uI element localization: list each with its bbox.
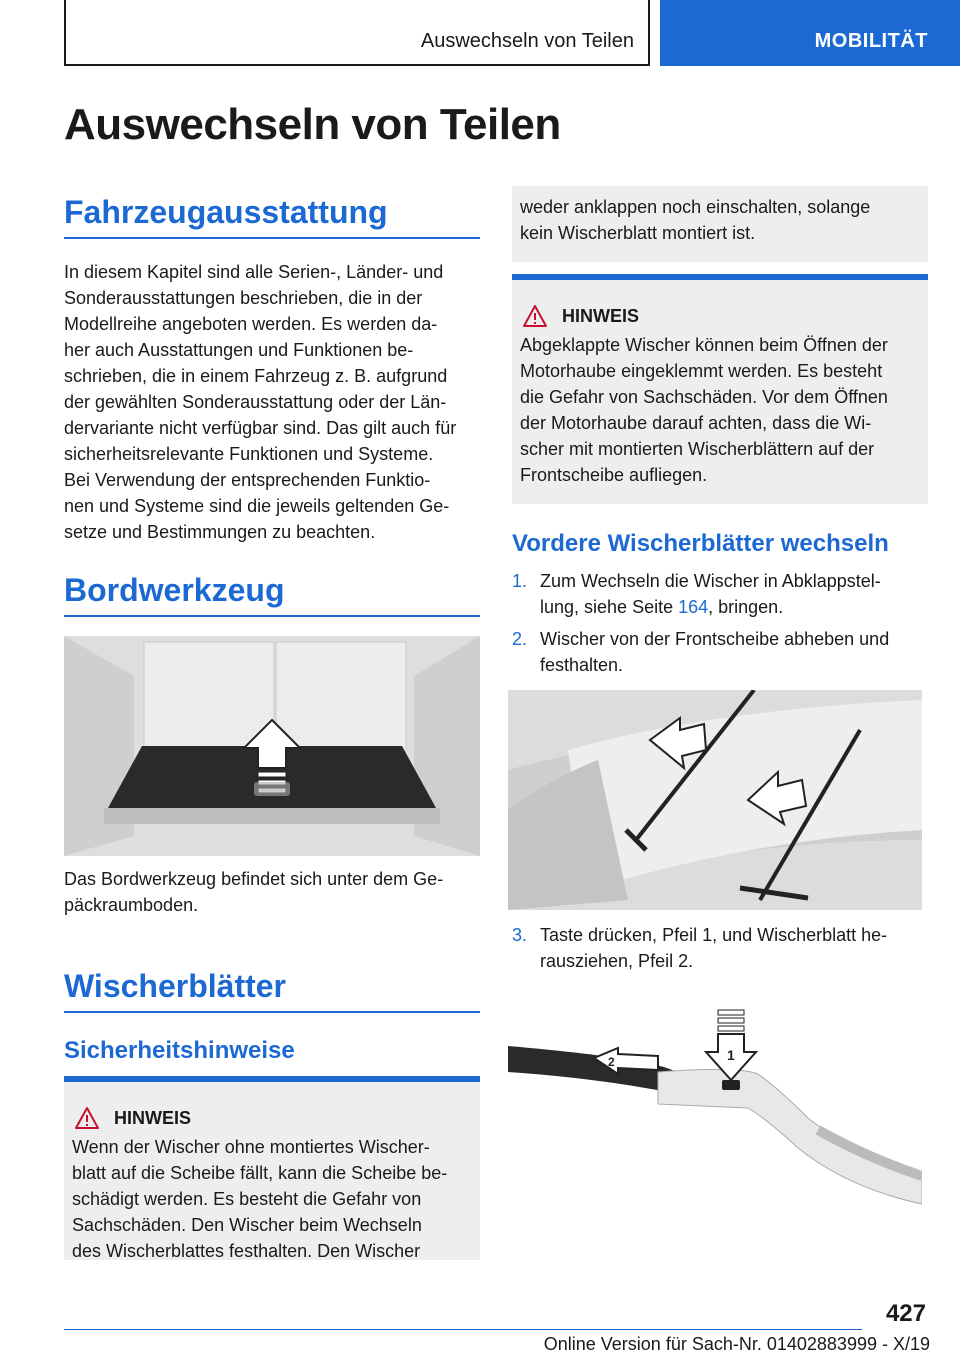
text-line: rausziehen, Pfeil 2. <box>540 951 694 971</box>
warning-icon <box>522 304 548 328</box>
heading-rule <box>64 615 480 617</box>
notice-box-1-continued <box>512 186 928 262</box>
text-line: sicherheitsrelevante Funktionen und Systeme. <box>64 444 434 464</box>
step-item <box>512 626 932 678</box>
text-line: der Motorhaube darauf achten, dass die Wi- <box>520 413 872 433</box>
wiper-blade-illustration <box>508 1008 922 1208</box>
text-line: der gewählten Sonderausstattung oder der Län- <box>64 392 447 412</box>
steps-list-a <box>512 568 932 678</box>
trunk-illustration <box>64 636 480 856</box>
text-line: Das Bordwerkzeug befindet sich unter dem Ge- <box>64 869 444 889</box>
text-line: schrieben, die in einem Fahrzeug z. B. aufgrund <box>64 366 448 386</box>
text-fragment: lung, siehe Seite <box>540 597 679 617</box>
heading-sicherheitshinweise: Sicherheitshinweise <box>64 1037 295 1064</box>
text-line: Sachschäden. Den Wischer beim Wechseln <box>72 1215 422 1235</box>
step-item <box>512 922 932 974</box>
text-line: schädigt werden. Es besteht die Gefahr von <box>72 1189 422 1209</box>
text-line: päckraumboden. <box>64 895 199 915</box>
text-line: festhalten. <box>540 655 624 675</box>
text-line: Taste drücken, Pfeil 1, und Wischerblatt he- <box>540 925 888 945</box>
page-link[interactable]: 164 <box>678 597 709 617</box>
windshield-illustration <box>508 690 922 910</box>
step-number: 3. <box>512 925 528 945</box>
left-column <box>64 194 480 545</box>
text-line: dervariante nicht verfügbar sind. Das gilt auch für <box>64 418 457 438</box>
text-line: Wischer von der Frontscheibe abheben und <box>540 629 890 649</box>
warning-icon <box>74 1106 100 1130</box>
text-line: nen und Systeme sind die jeweils geltenden Ge- <box>64 496 450 516</box>
text-line: Wenn der Wischer ohne montiertes Wischer- <box>72 1137 430 1157</box>
step-number: 1. <box>512 571 528 591</box>
notice-box-2 <box>512 274 928 504</box>
header-chapter-box <box>64 0 650 66</box>
text-line: Frontscheibe aufliegen. <box>520 465 708 485</box>
step-number: 2. <box>512 629 528 649</box>
trunk-image <box>64 636 480 856</box>
step-item <box>512 568 932 620</box>
bordwerkzeug-caption <box>64 866 480 918</box>
notice-header <box>512 280 928 328</box>
text-line: Abgeklappte Wischer können beim Öffnen der <box>520 335 888 355</box>
text-line: kein Wischerblatt montiert ist. <box>520 223 756 243</box>
text-line: Zum Wechseln die Wischer in Abklappstel- <box>540 571 881 591</box>
text-line: die Gefahr von Sachschäden. Vor dem Öffnen <box>520 387 888 407</box>
footer-rule <box>64 1329 862 1330</box>
text-line: weder anklappen noch einschalten, solange <box>520 197 871 217</box>
heading-rule <box>64 237 480 239</box>
header-chapter-title: Auswechseln von Teilen <box>420 30 634 52</box>
notice-label: HINWEIS <box>114 1107 192 1128</box>
heading-vordere-wischerblaetter: Vordere Wischerblätter wechseln <box>512 530 889 557</box>
wiper-blade-image <box>508 1008 922 1208</box>
fahrzeug-paragraph <box>64 259 480 545</box>
header-section-box <box>660 0 960 66</box>
text-line: scher mit montierten Wischerblättern auf der <box>520 439 875 459</box>
notice-header <box>64 1082 480 1130</box>
notice-text <box>64 1130 480 1264</box>
text-line <box>540 594 932 620</box>
text-line: des Wischerblattes festhalten. Den Wischer <box>72 1241 421 1261</box>
text-line: Modellreihe angeboten werden. Es werden da- <box>64 314 438 334</box>
heading-wischerblaetter: Wischerblätter <box>64 968 286 1004</box>
steps-list-b <box>512 922 932 974</box>
notice-text <box>512 328 928 488</box>
notice-box-1 <box>64 1076 480 1260</box>
vordere-steps-cont <box>512 922 932 974</box>
page-title: Auswechseln von Teilen <box>64 100 561 149</box>
vordere-section <box>512 530 932 678</box>
heading-bordwerkzeug: Bordwerkzeug <box>64 572 285 608</box>
footer-text: Online Version für Sach-Nr. 01402883999 - X/19 <box>543 1334 930 1354</box>
arrow-label-2: 2 <box>608 1055 615 1069</box>
text-line: Motorhaube eingeklemmt werden. Es besteht <box>520 361 883 381</box>
page-number: 427 <box>885 1300 926 1327</box>
windshield-image <box>508 690 922 910</box>
notice-label: HINWEIS <box>562 305 640 326</box>
header-section-label: MOBILITÄT <box>814 30 928 52</box>
text-line: her auch Ausstattungen und Funktionen be- <box>64 340 414 360</box>
bordwerkzeug-section <box>64 572 480 617</box>
text-line: Bei Verwendung der entsprechenden Funktio- <box>64 470 431 490</box>
text-line: In diesem Kapitel sind alle Serien-, Länder- und <box>64 262 444 282</box>
wischer-section <box>64 968 480 1065</box>
arrow-label-1: 1 <box>727 1047 735 1063</box>
heading-fahrzeugausstattung: Fahrzeugausstattung <box>64 194 388 230</box>
text-fragment: , bringen. <box>708 597 784 617</box>
heading-rule <box>64 1011 480 1013</box>
text-line: Sonderausstattungen beschrieben, die in der <box>64 288 423 308</box>
text-line: blatt auf die Scheibe fällt, kann die Scheibe be- <box>72 1163 448 1183</box>
text-line: setze und Bestimmungen zu beachten. <box>64 522 376 542</box>
